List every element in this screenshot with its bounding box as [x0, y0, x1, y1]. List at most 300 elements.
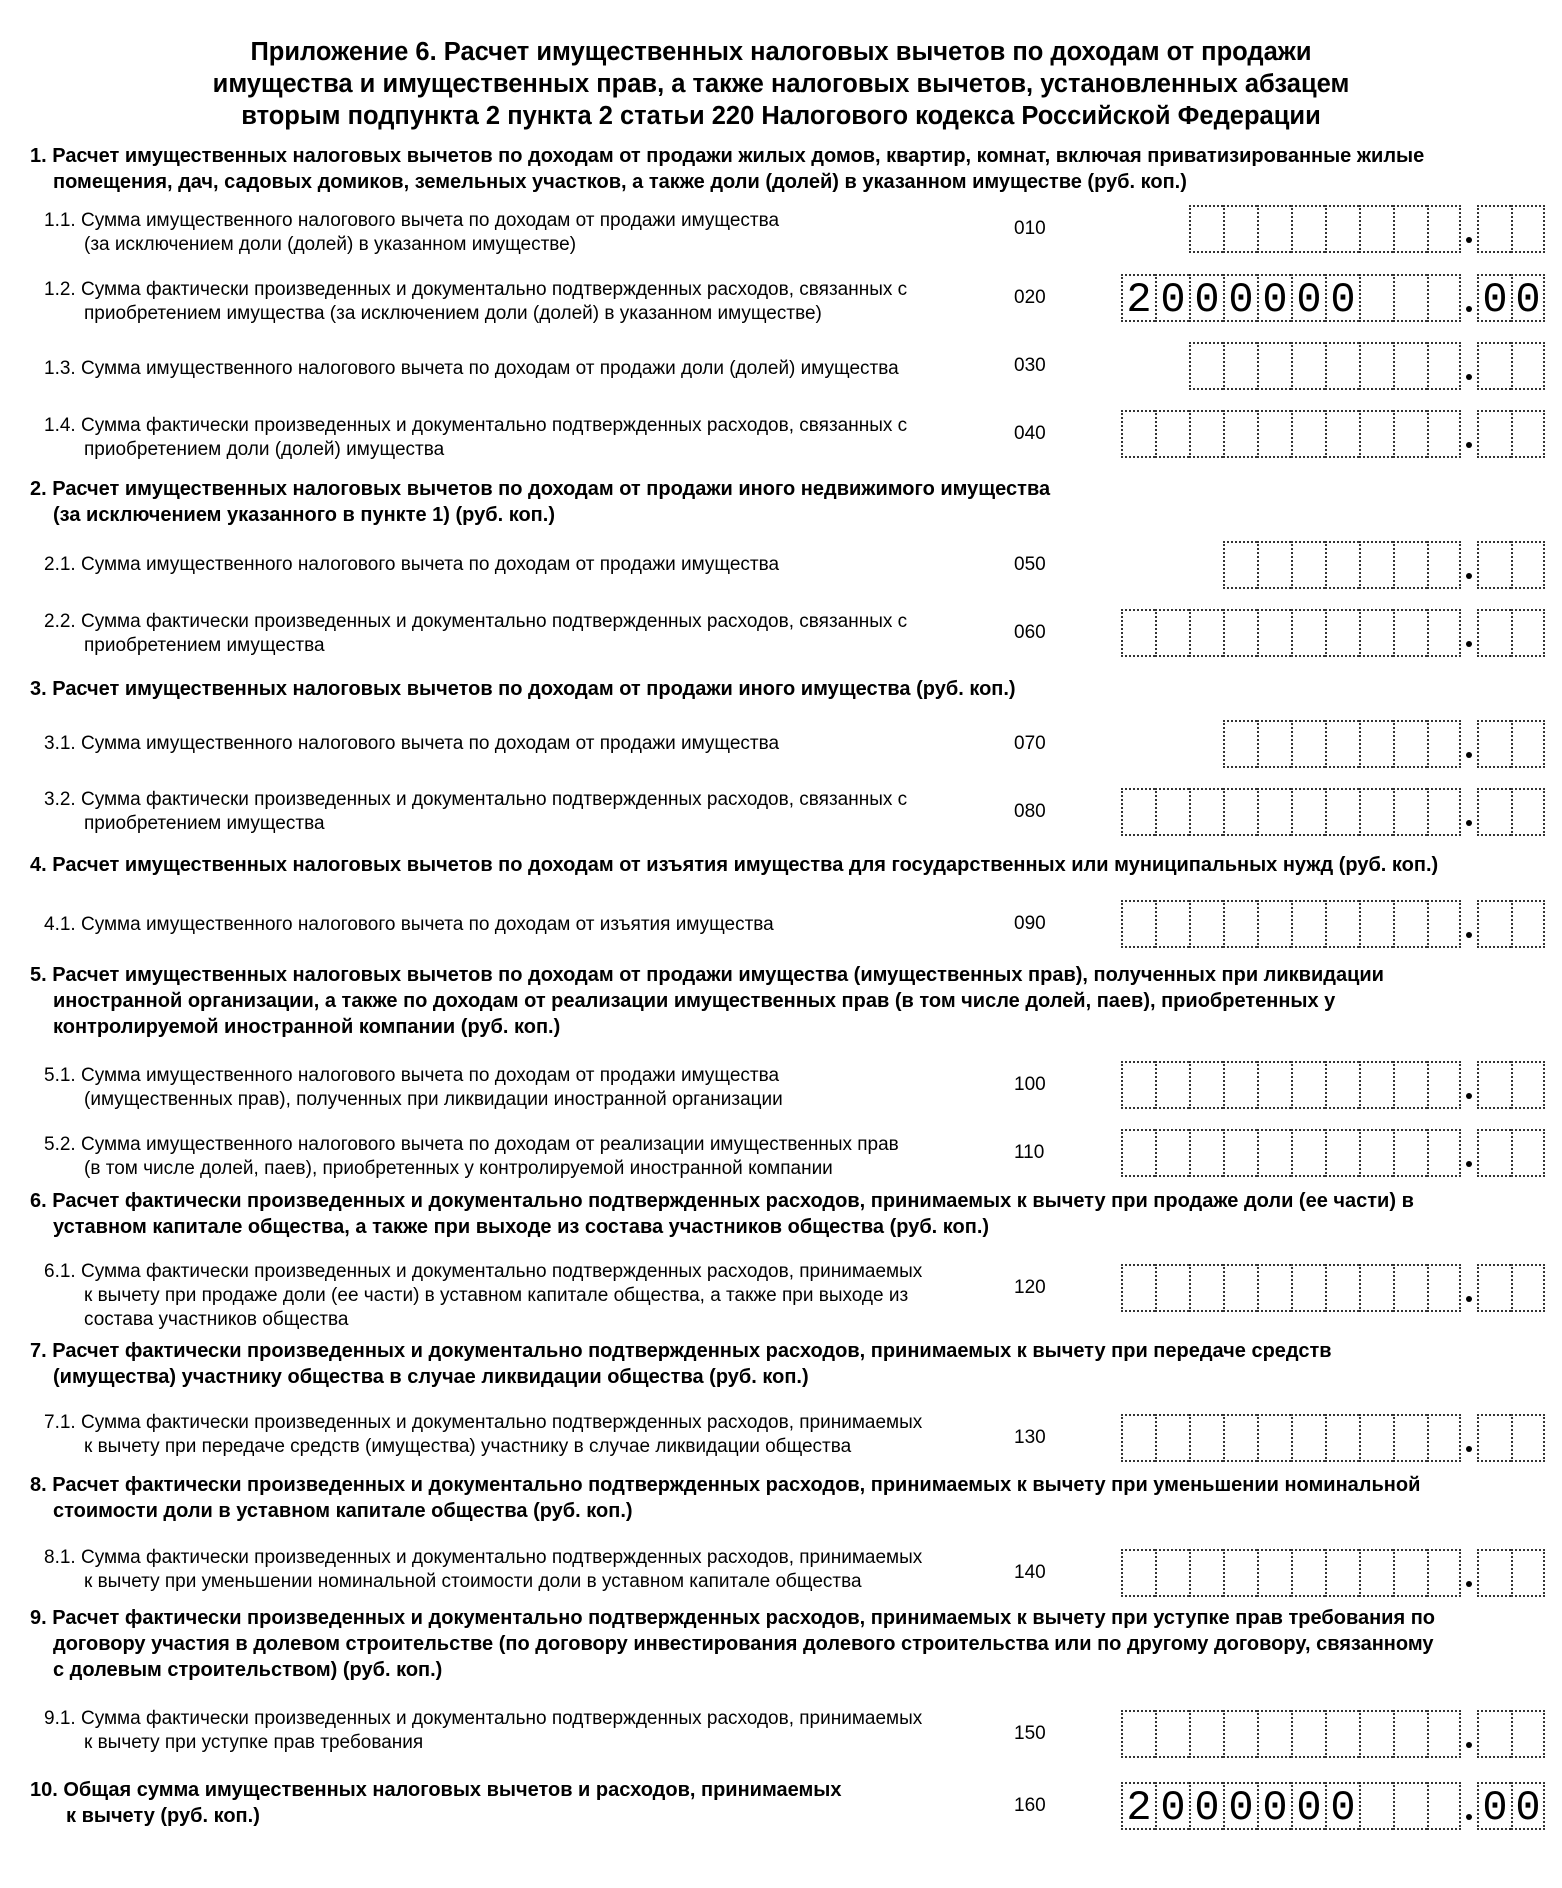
line-code: 120 — [1014, 1277, 1046, 1298]
digit-cell[interactable] — [1477, 342, 1511, 390]
text-line: 7. Расчет фактически произведенных и документально подтвержденных расходов, принимаемых к вычету при передаче средств — [30, 1340, 1332, 1362]
section-heading — [30, 852, 1540, 878]
digit-cell[interactable] — [1359, 1264, 1393, 1312]
line-code: 080 — [1014, 801, 1046, 822]
digit-cell[interactable] — [1511, 1264, 1545, 1312]
digit-cell[interactable] — [1121, 609, 1155, 657]
digit-cell[interactable] — [1477, 410, 1511, 458]
digit-cell[interactable] — [1427, 541, 1461, 589]
text-line: стоимости доли в уставном капитале общества (руб. коп.) — [53, 1500, 633, 1522]
digit-cell[interactable] — [1257, 720, 1291, 768]
digit-cell[interactable] — [1325, 900, 1359, 948]
line-label — [44, 1133, 1004, 1181]
amount-field-130[interactable] — [1121, 1414, 1545, 1462]
line-code: 040 — [1014, 423, 1046, 444]
digit-cell[interactable] — [1393, 900, 1427, 948]
text-line: 1. Расчет имущественных налоговых вычетов по доходам от продажи жилых домов, квартир, комнат, включая приватизированные жилые — [30, 145, 1425, 167]
digit-cell[interactable] — [1121, 1549, 1155, 1597]
digit-cell[interactable] — [1291, 1061, 1325, 1109]
digit-cell[interactable] — [1257, 1061, 1291, 1109]
text-line: 5. Расчет имущественных налоговых вычетов по доходам от продажи имущества (имущественных прав), полученных при ликвидации — [30, 964, 1384, 986]
digit-cell[interactable] — [1257, 410, 1291, 458]
digit-cell[interactable] — [1393, 205, 1427, 253]
digit-cell[interactable] — [1257, 1264, 1291, 1312]
line-label — [44, 1546, 1004, 1594]
digit-cell[interactable] — [1223, 1549, 1257, 1597]
decimal-point — [1461, 541, 1477, 589]
digit-cell[interactable] — [1257, 1710, 1291, 1758]
digit-cell[interactable] — [1291, 541, 1325, 589]
decimal-point — [1461, 720, 1477, 768]
text-line: к вычету при продаже доли (ее части) в уставном капитале общества, а также при выходе из — [84, 1285, 909, 1306]
digit-cell[interactable] — [1393, 1710, 1427, 1758]
text-line: договору участия в долевом строительстве (по договору инвестирования долевого строительства или по другому договору, связанному — [53, 1633, 1434, 1655]
digit-cell[interactable] — [1427, 1782, 1461, 1830]
digit-cell[interactable] — [1427, 1264, 1461, 1312]
digit-cell[interactable] — [1291, 900, 1325, 948]
digit-cell[interactable] — [1477, 1549, 1511, 1597]
digit-cell[interactable] — [1155, 1549, 1189, 1597]
text-line: 10. Общая сумма имущественных налоговых вычетов и расходов, принимаемых — [30, 1779, 842, 1801]
digit-cell[interactable] — [1223, 609, 1257, 657]
digit-cell[interactable] — [1121, 1710, 1155, 1758]
decimal-point — [1461, 1129, 1477, 1177]
decimal-point — [1461, 1061, 1477, 1109]
section-heading — [30, 143, 1540, 195]
text-line: 2. Расчет имущественных налоговых вычетов по доходам от продажи иного недвижимого имущества — [30, 478, 1051, 500]
section-heading — [30, 476, 1540, 528]
digit-cell[interactable] — [1359, 1782, 1393, 1830]
section-heading — [30, 1605, 1540, 1683]
digit-cell[interactable] — [1325, 1414, 1359, 1462]
digit-cell[interactable]: 0 — [1477, 1782, 1511, 1830]
text-line: (имущества) участнику общества в случае ликвидации общества (руб. коп.) — [53, 1366, 809, 1388]
digit-cell[interactable] — [1291, 1549, 1325, 1597]
total-label — [30, 1777, 930, 1829]
digit-cell[interactable]: 0 — [1291, 274, 1325, 322]
digit-cell[interactable] — [1359, 1549, 1393, 1597]
decimal-point — [1461, 609, 1477, 657]
digit-cell[interactable] — [1257, 1414, 1291, 1462]
digit-cell[interactable] — [1477, 205, 1511, 253]
text-line: 6. Расчет фактически произведенных и документально подтвержденных расходов, принимаемых к вычету при продаже доли (ее части) в — [30, 1190, 1414, 1212]
line-code: 090 — [1014, 913, 1046, 934]
text-line: (за исключением доли (долей) в указанном имуществе) — [84, 234, 577, 255]
digit-cell[interactable] — [1511, 1549, 1545, 1597]
digit-cell[interactable]: 0 — [1223, 274, 1257, 322]
digit-cell[interactable] — [1155, 1061, 1189, 1109]
line-label — [44, 414, 1004, 462]
text-line: 1.1. Сумма имущественного налогового вычета по доходам от продажи имущества — [44, 210, 780, 231]
amount-field-030[interactable] — [1189, 342, 1545, 390]
decimal-point — [1461, 205, 1477, 253]
digit-cell[interactable] — [1223, 720, 1257, 768]
text-line: (в том числе долей, паев), приобретенных у контролируемой иностранной компании — [84, 1158, 833, 1179]
digit-cell[interactable] — [1393, 720, 1427, 768]
digit-cell[interactable] — [1477, 900, 1511, 948]
digit-cell[interactable] — [1223, 1414, 1257, 1462]
digit-cell[interactable] — [1511, 410, 1545, 458]
text-line: контролируемой иностранной компании (руб. коп.) — [53, 1016, 561, 1038]
digit-cell[interactable]: 2 — [1121, 274, 1155, 322]
digit-cell[interactable] — [1121, 900, 1155, 948]
digit-cell[interactable] — [1325, 1710, 1359, 1758]
amount-field-070[interactable] — [1223, 720, 1545, 768]
title-line: Приложение 6. Расчет имущественных налоговых вычетов по доходам от продажи — [250, 38, 1312, 66]
line-label — [44, 913, 1004, 937]
digit-cell[interactable] — [1393, 1264, 1427, 1312]
text-line: с долевым строительством) (руб. коп.) — [53, 1659, 443, 1681]
digit-cell[interactable]: 0 — [1223, 1782, 1257, 1830]
digit-cell[interactable]: 0 — [1325, 274, 1359, 322]
digit-cell[interactable] — [1325, 1549, 1359, 1597]
digit-cell[interactable] — [1427, 1710, 1461, 1758]
digit-cell[interactable] — [1427, 1414, 1461, 1462]
digit-cell[interactable] — [1223, 1129, 1257, 1177]
text-line: 6.1. Сумма фактически произведенных и документально подтвержденных расходов, принимаемых — [44, 1261, 923, 1282]
digit-cell[interactable] — [1291, 1710, 1325, 1758]
section-heading — [30, 962, 1540, 1040]
section-heading — [30, 1338, 1540, 1390]
text-line: иностранной организации, а также по доходам от реализации имущественных прав (в том числе долей, паев), приобретенных у — [53, 990, 1336, 1012]
digit-cell[interactable] — [1223, 342, 1257, 390]
digit-cell[interactable] — [1257, 205, 1291, 253]
digit-cell[interactable] — [1189, 1264, 1223, 1312]
digit-cell[interactable] — [1291, 720, 1325, 768]
digit-cell[interactable] — [1359, 1710, 1393, 1758]
digit-cell[interactable] — [1359, 205, 1393, 253]
digit-cell[interactable] — [1155, 900, 1189, 948]
text-line: помещения, дач, садовых домиков, земельных участков, а также доли (долей) в указанном имуществе (руб. коп.) — [53, 171, 1187, 193]
digit-cell[interactable] — [1291, 788, 1325, 836]
line-label — [44, 1260, 1004, 1332]
digit-cell[interactable] — [1511, 205, 1545, 253]
digit-cell[interactable] — [1257, 541, 1291, 589]
line-code: 100 — [1014, 1074, 1046, 1095]
decimal-point — [1461, 410, 1477, 458]
line-code: 150 — [1014, 1723, 1046, 1744]
digit-cell[interactable] — [1223, 1710, 1257, 1758]
digit-cell[interactable] — [1359, 342, 1393, 390]
digit-cell[interactable] — [1427, 205, 1461, 253]
digit-cell[interactable]: 0 — [1477, 274, 1511, 322]
decimal-point — [1461, 1549, 1477, 1597]
text-line: приобретением имущества — [84, 635, 325, 656]
digit-cell[interactable] — [1223, 541, 1257, 589]
digit-cell[interactable] — [1511, 1129, 1545, 1177]
text-line: 1.3. Сумма имущественного налогового вычета по доходам от продажи доли (долей) имущества — [44, 358, 899, 379]
amount-field-140[interactable] — [1121, 1549, 1545, 1597]
digit-cell[interactable] — [1325, 342, 1359, 390]
digit-cell[interactable] — [1393, 410, 1427, 458]
digit-cell[interactable] — [1257, 900, 1291, 948]
line-label — [44, 1064, 1004, 1112]
line-code: 140 — [1014, 1562, 1046, 1583]
digit-cell[interactable] — [1291, 1414, 1325, 1462]
decimal-point — [1461, 274, 1477, 322]
text-line: состава участников общества — [84, 1309, 349, 1330]
digit-cell[interactable] — [1359, 1129, 1393, 1177]
amount-field-060[interactable] — [1121, 609, 1545, 657]
line-code: 020 — [1014, 287, 1046, 308]
digit-cell[interactable] — [1189, 1129, 1223, 1177]
text-line: к вычету (руб. коп.) — [66, 1805, 260, 1827]
digit-cell[interactable] — [1511, 1414, 1545, 1462]
digit-cell[interactable] — [1189, 1549, 1223, 1597]
digit-cell[interactable] — [1359, 900, 1393, 948]
text-line: 8.1. Сумма фактически произведенных и документально подтвержденных расходов, принимаемых — [44, 1547, 923, 1568]
digit-cell[interactable] — [1477, 1129, 1511, 1177]
digit-cell[interactable] — [1477, 1414, 1511, 1462]
digit-cell[interactable]: 0 — [1155, 1782, 1189, 1830]
line-label — [44, 209, 1004, 257]
digit-cell[interactable] — [1511, 788, 1545, 836]
digit-cell[interactable]: 0 — [1511, 274, 1545, 322]
digit-cell[interactable] — [1155, 1129, 1189, 1177]
digit-cell[interactable] — [1155, 788, 1189, 836]
line-code: 030 — [1014, 355, 1046, 376]
section-heading — [30, 676, 1540, 702]
digit-cell[interactable] — [1223, 788, 1257, 836]
digit-cell[interactable] — [1155, 410, 1189, 458]
text-line: (имущественных прав), полученных при ликвидации иностранной организации — [84, 1089, 783, 1110]
digit-cell[interactable] — [1359, 1061, 1393, 1109]
digit-cell[interactable]: 0 — [1511, 1782, 1545, 1830]
line-code: 010 — [1014, 218, 1046, 239]
decimal-point — [1461, 342, 1477, 390]
digit-cell[interactable] — [1325, 788, 1359, 836]
digit-cell[interactable] — [1325, 720, 1359, 768]
line-code: 070 — [1014, 733, 1046, 754]
digit-cell[interactable] — [1477, 1710, 1511, 1758]
digit-cell[interactable] — [1189, 1061, 1223, 1109]
digit-cell[interactable] — [1427, 342, 1461, 390]
digit-cell[interactable] — [1325, 1129, 1359, 1177]
digit-cell[interactable] — [1257, 342, 1291, 390]
digit-cell[interactable] — [1291, 1264, 1325, 1312]
text-line: 2.1. Сумма имущественного налогового вычета по доходам от продажи имущества — [44, 554, 780, 575]
digit-cell[interactable] — [1257, 1549, 1291, 1597]
form-title — [0, 36, 1562, 132]
decimal-point — [1461, 788, 1477, 836]
text-line: 2.2. Сумма фактически произведенных и документально подтвержденных расходов, связанных с — [44, 611, 908, 632]
decimal-point — [1461, 1782, 1477, 1830]
digit-cell[interactable] — [1393, 342, 1427, 390]
digit-cell[interactable]: 0 — [1257, 274, 1291, 322]
text-line: 5.2. Сумма имущественного налогового вычета по доходам от реализации имущественных прав — [44, 1134, 899, 1155]
digit-cell[interactable] — [1393, 274, 1427, 322]
digit-cell[interactable] — [1477, 788, 1511, 836]
digit-cell[interactable] — [1427, 274, 1461, 322]
digit-cell[interactable] — [1477, 720, 1511, 768]
digit-cell[interactable]: 0 — [1189, 1782, 1223, 1830]
digit-cell[interactable] — [1427, 1549, 1461, 1597]
digit-cell[interactable] — [1511, 900, 1545, 948]
digit-cell[interactable] — [1189, 609, 1223, 657]
digit-cell[interactable]: 0 — [1291, 1782, 1325, 1830]
digit-cell[interactable] — [1359, 1414, 1393, 1462]
digit-cell[interactable] — [1325, 205, 1359, 253]
digit-cell[interactable] — [1223, 1061, 1257, 1109]
digit-cell[interactable] — [1359, 609, 1393, 657]
digit-cell[interactable] — [1223, 205, 1257, 253]
title-line: имущества и имущественных прав, а также налоговых вычетов, установленных абзацем — [212, 70, 1350, 98]
digit-cell[interactable] — [1393, 541, 1427, 589]
digit-cell[interactable] — [1511, 720, 1545, 768]
amount-field-040[interactable] — [1121, 410, 1545, 458]
digit-cell[interactable] — [1121, 1061, 1155, 1109]
amount-field-160[interactable] — [1121, 1782, 1545, 1830]
section-heading — [30, 1188, 1540, 1240]
digit-cell[interactable] — [1477, 541, 1511, 589]
digit-cell[interactable] — [1155, 1264, 1189, 1312]
digit-cell[interactable] — [1477, 1061, 1511, 1109]
digit-cell[interactable] — [1511, 609, 1545, 657]
digit-cell[interactable] — [1359, 788, 1393, 836]
digit-cell[interactable] — [1427, 788, 1461, 836]
digit-cell[interactable] — [1325, 609, 1359, 657]
line-code: 130 — [1014, 1427, 1046, 1448]
digit-cell[interactable] — [1257, 609, 1291, 657]
digit-cell[interactable] — [1257, 1129, 1291, 1177]
digit-cell[interactable] — [1393, 1129, 1427, 1177]
digit-cell[interactable] — [1291, 410, 1325, 458]
digit-cell[interactable]: 0 — [1325, 1782, 1359, 1830]
digit-cell[interactable] — [1393, 1549, 1427, 1597]
digit-cell[interactable] — [1393, 609, 1427, 657]
digit-cell[interactable] — [1427, 720, 1461, 768]
amount-field-120[interactable] — [1121, 1264, 1545, 1312]
digit-cell[interactable] — [1223, 1264, 1257, 1312]
text-line: 4.1. Сумма имущественного налогового вычета по доходам от изъятия имущества — [44, 914, 774, 935]
text-line: 4. Расчет имущественных налоговых вычетов по доходам от изъятия имущества для государственных или муниципальных нужд (руб. коп.) — [30, 854, 1439, 876]
digit-cell[interactable] — [1393, 1782, 1427, 1830]
digit-cell[interactable] — [1189, 342, 1223, 390]
text-line: 7.1. Сумма фактически произведенных и документально подтвержденных расходов, принимаемых — [44, 1412, 923, 1433]
text-line: к вычету при передаче средств (имущества) участнику в случае ликвидации общества — [84, 1436, 852, 1457]
digit-cell[interactable] — [1359, 274, 1393, 322]
digit-cell[interactable] — [1393, 788, 1427, 836]
text-line: уставном капитале общества, а также при выходе из состава участников общества (руб. коп.) — [53, 1216, 990, 1238]
digit-cell[interactable] — [1427, 1061, 1461, 1109]
text-line: приобретением имущества (за исключением доли (долей) в указанном имуществе) — [84, 303, 822, 324]
amount-field-050[interactable] — [1223, 541, 1545, 589]
text-line: 5.1. Сумма имущественного налогового вычета по доходам от продажи имущества — [44, 1065, 780, 1086]
line-label — [44, 357, 1004, 381]
digit-cell[interactable] — [1427, 609, 1461, 657]
decimal-point — [1461, 1414, 1477, 1462]
decimal-point — [1461, 1710, 1477, 1758]
digit-cell[interactable] — [1325, 1061, 1359, 1109]
decimal-point — [1461, 1264, 1477, 1312]
amount-field-100[interactable] — [1121, 1061, 1545, 1109]
digit-cell[interactable] — [1393, 1414, 1427, 1462]
digit-cell[interactable] — [1223, 410, 1257, 458]
digit-cell[interactable] — [1189, 788, 1223, 836]
text-line: 8. Расчет фактически произведенных и документально подтвержденных расходов, принимаемых к вычету при уменьшении номинальной — [30, 1474, 1421, 1496]
digit-cell[interactable] — [1121, 1129, 1155, 1177]
digit-cell[interactable] — [1189, 205, 1223, 253]
digit-cell[interactable]: 0 — [1155, 274, 1189, 322]
amount-field-110[interactable] — [1121, 1129, 1545, 1177]
digit-cell[interactable] — [1189, 1710, 1223, 1758]
digit-cell[interactable] — [1477, 609, 1511, 657]
amount-field-020[interactable] — [1121, 274, 1545, 322]
digit-cell[interactable] — [1427, 1129, 1461, 1177]
line-label — [44, 1411, 1004, 1459]
line-code: 060 — [1014, 622, 1046, 643]
section-heading — [30, 1472, 1540, 1524]
digit-cell[interactable] — [1511, 1061, 1545, 1109]
digit-cell[interactable] — [1393, 1061, 1427, 1109]
decimal-point — [1461, 900, 1477, 948]
digit-cell[interactable] — [1121, 410, 1155, 458]
line-code: 160 — [1014, 1795, 1046, 1816]
line-label — [44, 553, 1004, 577]
text-line: 1.2. Сумма фактически произведенных и документально подтвержденных расходов, связанных с — [44, 279, 908, 300]
digit-cell[interactable] — [1291, 1129, 1325, 1177]
digit-cell[interactable]: 2 — [1121, 1782, 1155, 1830]
text-line: приобретением доли (долей) имущества — [84, 439, 445, 460]
title-line: вторым подпункта 2 пункта 2 статьи 220 Налогового кодекса Российской Федерации — [241, 102, 1321, 130]
digit-cell[interactable] — [1189, 410, 1223, 458]
digit-cell[interactable] — [1223, 900, 1257, 948]
digit-cell[interactable] — [1291, 205, 1325, 253]
digit-cell[interactable] — [1427, 900, 1461, 948]
amount-field-150[interactable] — [1121, 1710, 1545, 1758]
digit-cell[interactable] — [1189, 900, 1223, 948]
text-line: 3.1. Сумма имущественного налогового вычета по доходам от продажи имущества — [44, 733, 780, 754]
digit-cell[interactable] — [1155, 609, 1189, 657]
amount-field-090[interactable] — [1121, 900, 1545, 948]
digit-cell[interactable] — [1291, 609, 1325, 657]
digit-cell[interactable] — [1359, 410, 1393, 458]
digit-cell[interactable] — [1359, 541, 1393, 589]
digit-cell[interactable] — [1511, 1710, 1545, 1758]
digit-cell[interactable] — [1121, 1414, 1155, 1462]
digit-cell[interactable] — [1155, 1414, 1189, 1462]
line-label — [44, 732, 1004, 756]
digit-cell[interactable] — [1511, 342, 1545, 390]
digit-cell[interactable] — [1511, 541, 1545, 589]
digit-cell[interactable] — [1477, 1264, 1511, 1312]
text-line: к вычету при уменьшении номинальной стоимости доли в уставном капитале общества — [84, 1571, 862, 1592]
digit-cell[interactable] — [1257, 788, 1291, 836]
text-line: 3. Расчет имущественных налоговых вычетов по доходам от продажи иного имущества (руб. коп.) — [30, 678, 1016, 700]
amount-field-080[interactable] — [1121, 788, 1545, 836]
amount-field-010[interactable] — [1189, 205, 1545, 253]
digit-cell[interactable] — [1189, 1414, 1223, 1462]
line-code: 110 — [1014, 1142, 1045, 1163]
digit-cell[interactable]: 0 — [1257, 1782, 1291, 1830]
text-line: 9. Расчет фактически произведенных и документально подтвержденных расходов, принимаемых к вычету при уступке прав требования по — [30, 1607, 1435, 1629]
digit-cell[interactable] — [1291, 342, 1325, 390]
digit-cell[interactable] — [1325, 1264, 1359, 1312]
text-line: приобретением имущества — [84, 813, 325, 834]
digit-cell[interactable] — [1359, 720, 1393, 768]
text-line: (за исключением указанного в пункте 1) (руб. коп.) — [53, 504, 555, 526]
line-label — [44, 278, 1004, 326]
digit-cell[interactable]: 0 — [1189, 274, 1223, 322]
line-label — [44, 1707, 1004, 1755]
digit-cell[interactable] — [1121, 788, 1155, 836]
line-label — [44, 788, 1004, 836]
digit-cell[interactable] — [1325, 541, 1359, 589]
digit-cell[interactable] — [1155, 1710, 1189, 1758]
digit-cell[interactable] — [1427, 410, 1461, 458]
digit-cell[interactable] — [1325, 410, 1359, 458]
digit-cell[interactable] — [1121, 1264, 1155, 1312]
